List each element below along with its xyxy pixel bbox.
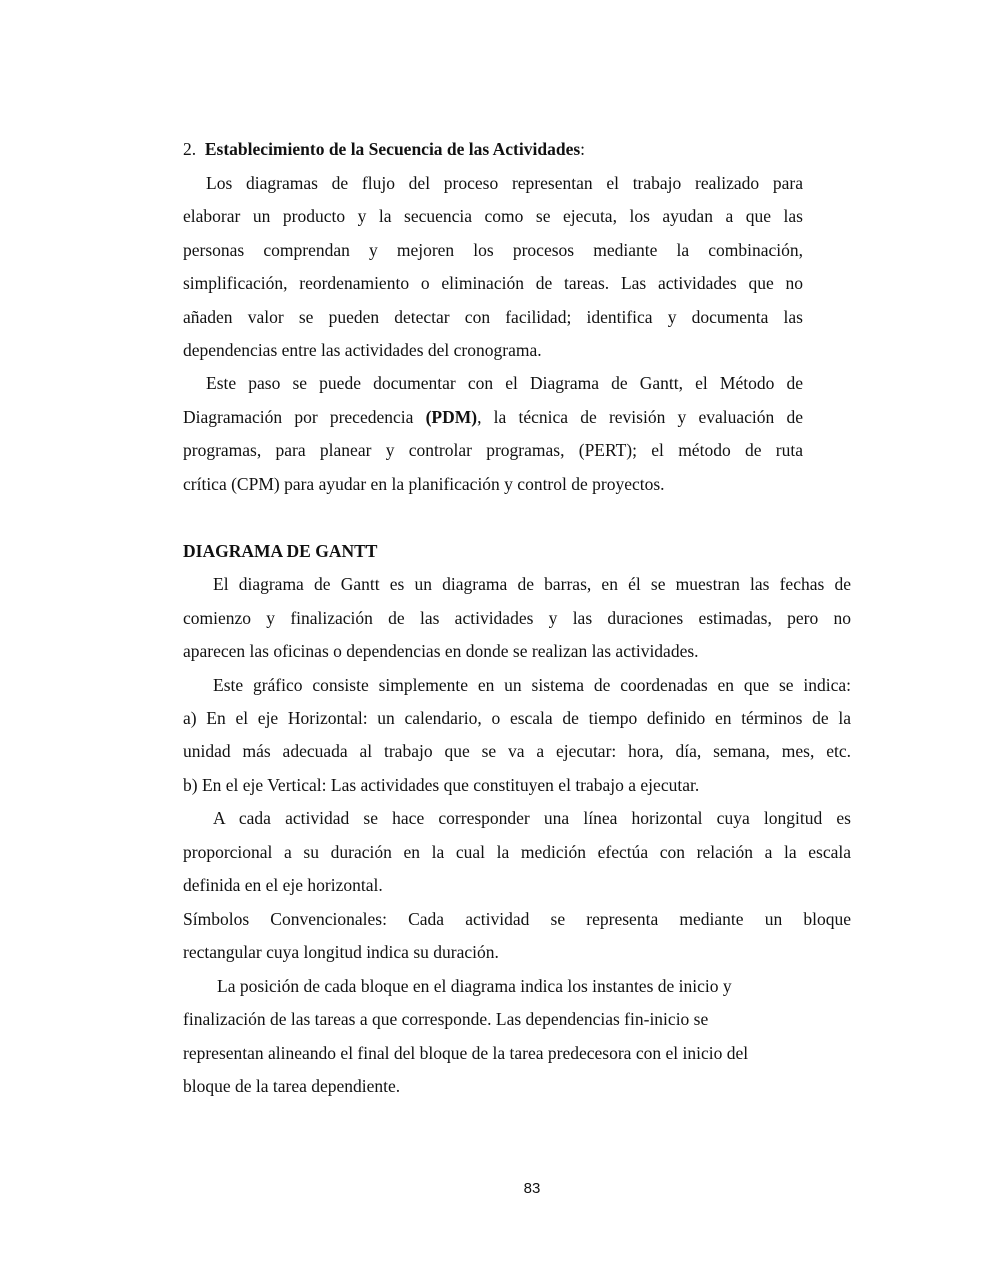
section-title: Establecimiento de la Secuencia de las Actividades xyxy=(204,139,581,159)
paragraph-line: comienzo y finalización de las actividades y las duraciones estimadas, pero no xyxy=(183,608,851,628)
text-span: , la técnica de revisión y evaluación de xyxy=(477,407,803,427)
paragraph-line: A cada actividad se hace corresponder una línea horizontal cuya longitud es xyxy=(213,808,851,828)
section-heading xyxy=(183,139,585,159)
paragraph-line: definida en el eje horizontal. xyxy=(183,875,383,895)
paragraph-line: finalización de las tareas a que corresponde. Las dependencias fin-inicio se xyxy=(183,1009,709,1029)
paragraph-line: rectangular cuya longitud indica su duración. xyxy=(183,942,499,962)
paragraph-line: dependencias entre las actividades del cronograma. xyxy=(183,340,542,360)
text-span: Diagramación por precedencia xyxy=(183,407,426,427)
paragraph-line xyxy=(183,407,803,427)
paragraph-line: crítica (CPM) para ayudar en la planificación y control de proyectos. xyxy=(183,474,665,494)
paragraph-line: Los diagramas de flujo del proceso representan el trabajo realizado para xyxy=(206,173,803,193)
paragraph-line: El diagrama de Gantt es un diagrama de barras, en él se muestran las fechas de xyxy=(213,574,851,594)
paragraph-line: Este gráfico consiste simplemente en un sistema de coordenadas en que se indica: xyxy=(213,675,851,695)
section-number: 2. xyxy=(183,139,197,159)
paragraph-line: proporcional a su duración en la cual la medición efectúa con relación a la escala xyxy=(183,842,851,862)
paragraph-line: bloque de la tarea dependiente. xyxy=(183,1076,401,1096)
pdm-bold: (PDM) xyxy=(425,407,478,427)
paragraph-line: a) En el eje Horizontal: un calendario, o escala de tiempo definido en términos de la xyxy=(183,708,851,728)
paragraph-line: Símbolos Convencionales: Cada actividad se representa mediante un bloque xyxy=(183,909,851,929)
paragraph-line: personas comprendan y mejoren los procesos mediante la combinación, xyxy=(183,240,803,260)
paragraph-line: añaden valor se pueden detectar con facilidad; identifica y documenta las xyxy=(183,307,803,327)
paragraph-line: b) En el eje Vertical: Las actividades que constituyen el trabajo a ejecutar. xyxy=(183,775,700,795)
paragraph-line: unidad más adecuada al trabajo que se va a ejecutar: hora, día, semana, mes, etc. xyxy=(183,741,851,761)
section-title-colon: : xyxy=(580,139,586,159)
page-number: 83 xyxy=(523,1180,541,1197)
paragraph-line: programas, para planear y controlar programas, (PERT); el método de ruta xyxy=(183,440,803,460)
paragraph-line: representan alineando el final del bloque de la tarea predecesora con el inicio del xyxy=(183,1043,749,1063)
paragraph-line: elaborar un producto y la secuencia como se ejecuta, los ayudan a que las xyxy=(183,206,803,226)
paragraph-line: simplificación, reordenamiento o eliminación de tareas. Las actividades que no xyxy=(183,273,803,293)
paragraph-line: Este paso se puede documentar con el Diagrama de Gantt, el Método de xyxy=(206,373,803,393)
paragraph-line: La posición de cada bloque en el diagrama indica los instantes de inicio y xyxy=(217,976,732,996)
paragraph-line: aparecen las oficinas o dependencias en donde se realizan las actividades. xyxy=(183,641,699,661)
gantt-heading: DIAGRAMA DE GANTT xyxy=(183,541,378,561)
